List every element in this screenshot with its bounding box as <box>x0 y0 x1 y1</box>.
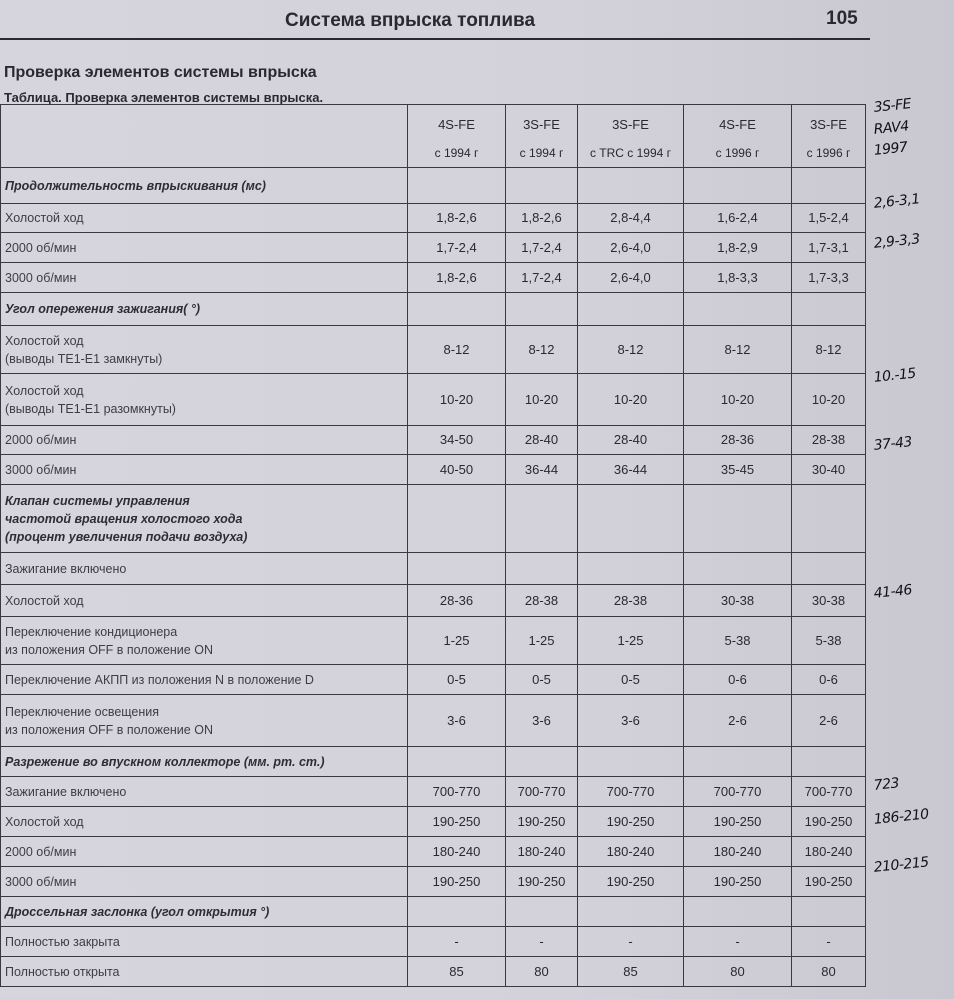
column-year: с 1994 г <box>519 146 564 160</box>
row-label <box>1 326 408 374</box>
row-label-line: Холостой ход <box>5 211 84 225</box>
section-row <box>1 897 866 927</box>
value-cell: 30-38 <box>792 585 866 617</box>
row-label <box>1 777 408 807</box>
value-cell <box>684 168 792 204</box>
row-label <box>1 426 408 455</box>
column-engine: 4S-FE <box>719 117 756 132</box>
value-cell: 2,6-4,0 <box>578 233 684 263</box>
section-row <box>1 168 866 204</box>
value-cell: - <box>506 927 578 957</box>
section-label <box>1 747 408 777</box>
value-cell <box>506 168 578 204</box>
value-cell: - <box>578 927 684 957</box>
value-cell: 700-770 <box>408 777 506 807</box>
value-cell: 700-770 <box>792 777 866 807</box>
row-label <box>1 665 408 695</box>
value-cell <box>506 897 578 927</box>
value-cell <box>578 293 684 326</box>
column-header <box>408 105 506 168</box>
value-cell: 8-12 <box>506 326 578 374</box>
row-label-line: 3000 об/мин <box>5 270 77 285</box>
table-row <box>1 204 866 233</box>
value-cell <box>578 897 684 927</box>
header-blank-cell <box>1 105 408 168</box>
section-label <box>1 293 408 326</box>
row-label <box>1 927 408 957</box>
value-cell: 28-38 <box>578 585 684 617</box>
row-label <box>1 263 408 293</box>
value-cell: 5-38 <box>792 617 866 665</box>
row-label <box>1 867 408 897</box>
row-label <box>1 695 408 747</box>
row-label <box>1 233 408 263</box>
column-engine: 4S-FE <box>438 117 475 132</box>
row-label-line: (выводы ТЕ1-Е1 разомкнуты) <box>5 401 176 416</box>
row-label-line: (процент увеличения подачи воздуха) <box>5 529 248 544</box>
value-cell: 1,7-2,4 <box>506 233 578 263</box>
value-cell: 10-20 <box>408 374 506 426</box>
value-cell: 28-40 <box>578 426 684 455</box>
value-cell: 180-240 <box>506 837 578 867</box>
table-row <box>1 326 866 374</box>
value-cell <box>506 293 578 326</box>
value-cell: 1-25 <box>506 617 578 665</box>
value-cell <box>792 747 866 777</box>
value-cell: - <box>684 927 792 957</box>
value-cell: 85 <box>578 957 684 987</box>
value-cell: 1,7-2,4 <box>408 233 506 263</box>
row-label-line: Разрежение во впускном коллекторе (мм. рт. ст.) <box>5 754 325 769</box>
value-cell: 2-6 <box>684 695 792 747</box>
note-ignition-open: 10.-15 <box>873 365 917 386</box>
row-label-line: Зажигание включено <box>5 784 127 799</box>
value-cell <box>408 293 506 326</box>
value-cell <box>792 553 866 585</box>
value-cell: 34-50 <box>408 426 506 455</box>
note-iac-idle: 41-46 <box>873 582 913 602</box>
column-header <box>684 105 792 168</box>
value-cell <box>578 553 684 585</box>
row-label-line: Переключение кондиционера <box>5 624 178 639</box>
value-cell: 0-6 <box>792 665 866 695</box>
table-row <box>1 957 866 987</box>
section-label <box>1 168 408 204</box>
value-cell: 1-25 <box>408 617 506 665</box>
table-row <box>1 426 866 455</box>
value-cell <box>506 553 578 585</box>
chapter-title: Система впрыска топлива <box>285 10 536 31</box>
note-injection-2000: 2,9-3,3 <box>873 231 921 252</box>
row-label-line: Дроссельная заслонка (угол открытия °) <box>5 904 270 919</box>
value-cell: 10-20 <box>506 374 578 426</box>
value-cell: 0-5 <box>408 665 506 695</box>
value-cell: 28-36 <box>684 426 792 455</box>
table-row <box>1 695 866 747</box>
table-row <box>1 927 866 957</box>
table-row <box>1 867 866 897</box>
column-engine: 3S-FE <box>612 117 649 132</box>
value-cell: 190-250 <box>506 867 578 897</box>
row-label-line: из положения OFF в положение ON <box>5 642 213 657</box>
value-cell: 700-770 <box>684 777 792 807</box>
row-label-line: 2000 об/мин <box>5 240 77 255</box>
row-label <box>1 585 408 617</box>
row-label-line: 3000 об/мин <box>5 874 77 889</box>
row-label <box>1 204 408 233</box>
note-vacuum-2000: 210-215 <box>873 854 930 876</box>
row-label <box>1 374 408 426</box>
section-row <box>1 485 866 553</box>
inspection-table <box>0 104 866 987</box>
value-cell: 1,7-3,3 <box>792 263 866 293</box>
value-cell <box>408 897 506 927</box>
value-cell: - <box>792 927 866 957</box>
value-cell: 28-38 <box>506 585 578 617</box>
table-row <box>1 665 866 695</box>
value-cell <box>792 168 866 204</box>
value-cell: 1,8-3,3 <box>684 263 792 293</box>
value-cell <box>792 485 866 553</box>
value-cell <box>578 485 684 553</box>
value-cell: 36-44 <box>506 455 578 485</box>
value-cell: 0-5 <box>506 665 578 695</box>
row-label-line: Холостой ход <box>5 814 84 829</box>
value-cell <box>408 553 506 585</box>
value-cell: 85 <box>408 957 506 987</box>
value-cell: 30-38 <box>684 585 792 617</box>
row-label-line: 2000 об/мин <box>5 844 77 859</box>
value-cell: 3-6 <box>578 695 684 747</box>
value-cell: 190-250 <box>792 867 866 897</box>
table-row <box>1 807 866 837</box>
table-row <box>1 263 866 293</box>
row-label-line: (выводы ТЕ1-Е1 замкнуты) <box>5 351 163 366</box>
value-cell <box>408 747 506 777</box>
value-cell: 1,7-2,4 <box>506 263 578 293</box>
row-label-line: Зажигание включено <box>5 561 127 576</box>
value-cell: 190-250 <box>578 807 684 837</box>
value-cell: 1-25 <box>578 617 684 665</box>
value-cell: 35-45 <box>684 455 792 485</box>
value-cell: 0-5 <box>578 665 684 695</box>
row-label-line: Продолжительность впрыскивания (мс) <box>5 178 266 193</box>
value-cell <box>506 747 578 777</box>
value-cell <box>408 485 506 553</box>
row-label <box>1 807 408 837</box>
column-header <box>506 105 578 168</box>
running-header <box>0 4 870 40</box>
row-label-line: частотой вращения холостого хода <box>5 511 243 526</box>
value-cell <box>684 897 792 927</box>
value-cell: 1,8-2,6 <box>506 204 578 233</box>
value-cell: 2,6-4,0 <box>578 263 684 293</box>
row-label-line: Полностью закрыта <box>5 934 120 949</box>
note-vacuum-on: 723 <box>873 775 900 794</box>
table-row <box>1 553 866 585</box>
column-header <box>792 105 866 168</box>
value-cell: 180-240 <box>792 837 866 867</box>
value-cell: 1,8-2,6 <box>408 204 506 233</box>
column-year: с 1994 г <box>434 146 479 160</box>
value-cell: 10-20 <box>578 374 684 426</box>
section-row <box>1 293 866 326</box>
value-cell: 8-12 <box>684 326 792 374</box>
value-cell: 80 <box>506 957 578 987</box>
value-cell <box>578 747 684 777</box>
row-label <box>1 957 408 987</box>
value-cell: 10-20 <box>684 374 792 426</box>
column-header <box>578 105 684 168</box>
value-cell: 190-250 <box>408 867 506 897</box>
value-cell: 190-250 <box>684 867 792 897</box>
value-cell: 3-6 <box>408 695 506 747</box>
section-label <box>1 485 408 553</box>
value-cell: 1,5-2,4 <box>792 204 866 233</box>
row-label-line: Холостой ход <box>5 333 84 348</box>
value-cell <box>408 168 506 204</box>
row-label <box>1 617 408 665</box>
note-ignition-2000: 37-43 <box>873 434 913 454</box>
section-title: Проверка элементов системы впрыска <box>4 64 317 81</box>
row-label-line: Угол опережения зажигания( °) <box>5 302 201 316</box>
row-label-line: Холостой ход <box>5 593 84 608</box>
value-cell <box>684 747 792 777</box>
value-cell: 700-770 <box>578 777 684 807</box>
value-cell: 1,7-3,1 <box>792 233 866 263</box>
note-year: 1997 <box>873 139 909 159</box>
row-label <box>1 837 408 867</box>
value-cell: 28-38 <box>792 426 866 455</box>
value-cell: 190-250 <box>578 867 684 897</box>
value-cell: 40-50 <box>408 455 506 485</box>
value-cell: 10-20 <box>792 374 866 426</box>
value-cell: 1,8-2,9 <box>684 233 792 263</box>
value-cell: 8-12 <box>578 326 684 374</box>
value-cell: 180-240 <box>408 837 506 867</box>
section-row <box>1 747 866 777</box>
value-cell <box>578 168 684 204</box>
row-label-line: Переключение освещения <box>5 704 160 719</box>
table-row <box>1 455 866 485</box>
value-cell <box>792 897 866 927</box>
row-label-line: Полностью открыта <box>5 964 120 979</box>
value-cell <box>792 293 866 326</box>
value-cell <box>684 485 792 553</box>
value-cell: 80 <box>792 957 866 987</box>
row-label-line: 2000 об/мин <box>5 433 77 447</box>
value-cell: 28-36 <box>408 585 506 617</box>
value-cell: 2-6 <box>792 695 866 747</box>
value-cell: 36-44 <box>578 455 684 485</box>
table-caption: Таблица. Проверка элементов системы впрыска. <box>4 90 324 105</box>
column-year: с 1996 г <box>715 146 760 160</box>
page-number: 105 <box>826 8 858 29</box>
table-row <box>1 374 866 426</box>
value-cell: 0-6 <box>684 665 792 695</box>
value-cell: 190-250 <box>506 807 578 837</box>
column-year: с 1996 г <box>806 146 851 160</box>
value-cell: 190-250 <box>408 807 506 837</box>
value-cell <box>684 553 792 585</box>
note-vacuum-idle: 186-210 <box>873 806 930 828</box>
value-cell: 3-6 <box>506 695 578 747</box>
column-engine: 3S-FE <box>810 117 847 132</box>
row-label <box>1 553 408 585</box>
value-cell: 180-240 <box>578 837 684 867</box>
row-label <box>1 455 408 485</box>
value-cell: 8-12 <box>408 326 506 374</box>
table-header-row <box>1 105 866 168</box>
row-label-line: 3000 об/мин <box>5 462 77 477</box>
note-engine: 3S-FE <box>873 96 912 116</box>
value-cell: 30-40 <box>792 455 866 485</box>
value-cell: 190-250 <box>684 807 792 837</box>
value-cell <box>506 485 578 553</box>
value-cell: 700-770 <box>506 777 578 807</box>
table-row <box>1 837 866 867</box>
value-cell: 5-38 <box>684 617 792 665</box>
row-label-line: Переключение АКПП из положения N в положение D <box>5 672 314 687</box>
table-row <box>1 233 866 263</box>
row-label-line: Клапан системы управления <box>5 493 190 508</box>
table-row <box>1 585 866 617</box>
note-injection-idle: 2,6-3,1 <box>873 191 921 212</box>
table-row <box>1 777 866 807</box>
value-cell: 2,8-4,4 <box>578 204 684 233</box>
note-model: RAV4 <box>873 118 910 138</box>
value-cell: 28-40 <box>506 426 578 455</box>
value-cell: 1,8-2,6 <box>408 263 506 293</box>
row-label-line: из положения OFF в положение ON <box>5 722 213 737</box>
column-year: с TRC с 1994 г <box>589 146 672 160</box>
column-engine: 3S-FE <box>523 117 560 132</box>
value-cell: 80 <box>684 957 792 987</box>
row-label-line: Холостой ход <box>5 383 84 398</box>
value-cell: 8-12 <box>792 326 866 374</box>
value-cell: 190-250 <box>792 807 866 837</box>
value-cell: 1,6-2,4 <box>684 204 792 233</box>
section-label <box>1 897 408 927</box>
value-cell: 180-240 <box>684 837 792 867</box>
value-cell: - <box>408 927 506 957</box>
table-row <box>1 617 866 665</box>
value-cell <box>684 293 792 326</box>
